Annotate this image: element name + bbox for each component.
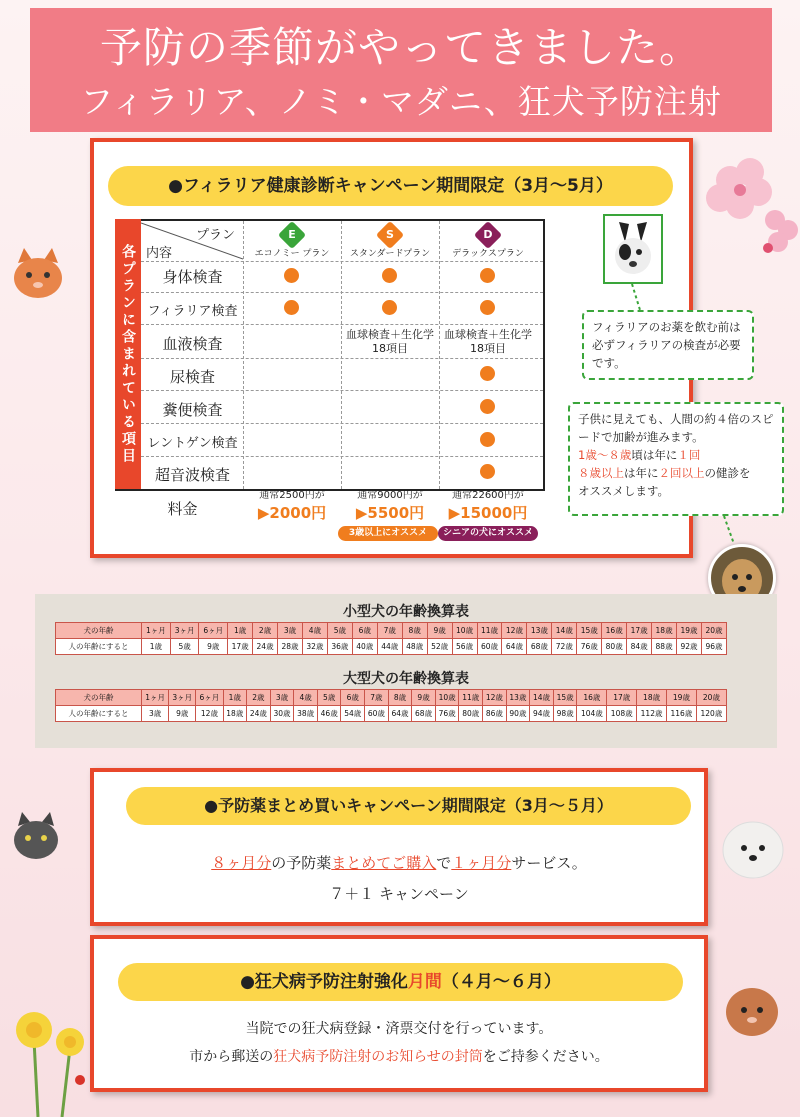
medicine-offer-line: [90, 852, 708, 873]
age-cell: 6ヶ月: [196, 690, 223, 706]
age-cell: 80歳: [602, 639, 627, 655]
age-cell: 8歳: [402, 623, 427, 639]
included-dot: [284, 300, 299, 315]
standard-recommend-tag: 3歳以上にオススメ: [338, 526, 438, 541]
age-cell: 18歳: [223, 706, 247, 722]
grid-line: [141, 324, 543, 325]
age-cell: 96歳: [701, 639, 726, 655]
age-cell: 28歳: [278, 639, 303, 655]
age-cell: 24歳: [253, 639, 278, 655]
deluxe-recommend-tag: シニアの犬にオススメ: [438, 526, 538, 541]
aging-callout-freq2: ２回以上: [658, 466, 705, 480]
age-cell: 6ヶ月: [199, 623, 228, 639]
deluxe-regular-price: 通常22600円が: [452, 490, 524, 501]
age-cell: 4歳: [302, 623, 327, 639]
white-dog-illustration: [720, 818, 786, 880]
age-cell: 14歳: [552, 623, 577, 639]
age-cell: 11歳: [459, 690, 483, 706]
fee-label: 料金: [167, 500, 198, 518]
header-banner: [30, 8, 772, 132]
row-label: 超音波検査: [154, 466, 230, 484]
aging-callout: [568, 402, 784, 516]
age-cell: 12歳: [196, 706, 223, 722]
age-cell: 68歳: [412, 706, 436, 722]
standard-sale-price: ▶5500円: [355, 504, 425, 522]
filaria-test-callout: フィラリアのお薬を飲む前は 必ずフィラリアの検査が必要です。: [582, 310, 754, 380]
deluxe-sale-price: ▶15000円: [448, 504, 528, 522]
economy-plan-name: エコノミー プラン: [254, 249, 330, 259]
callout-connector: [620, 284, 650, 312]
standard-regular-price: 通常9000円が: [357, 490, 423, 501]
age-cell: 112歳: [637, 706, 667, 722]
age-cell: 9歳: [427, 623, 452, 639]
age-cell: 7歳: [377, 623, 402, 639]
age-table-row: [56, 706, 727, 722]
age-cell: 1歳: [228, 623, 253, 639]
small-dog-age-table: [55, 622, 727, 655]
rabies-campaign-title: [118, 963, 683, 1001]
deluxe-plan-name: デラックスプラン: [452, 249, 524, 259]
age-cell: 18歳: [652, 623, 677, 639]
rabies-campaign-box: [90, 935, 708, 1092]
age-cell: 56歳: [452, 639, 477, 655]
economy-sale-price: ▶2000円: [257, 504, 327, 522]
medicine-campaign-name: ７＋１ キャンペーン: [329, 885, 469, 903]
age-cell: 52歳: [427, 639, 452, 655]
included-dot: [480, 366, 495, 381]
age-cell: 24歳: [247, 706, 271, 722]
age-cell: 5歳: [327, 623, 352, 639]
plan-economy: [243, 222, 341, 260]
header-diagonal: [141, 221, 243, 261]
aging-callout-end: オススメします。: [578, 484, 669, 498]
offer-text: の予防薬: [271, 854, 332, 872]
age-cell: 6歳: [352, 623, 377, 639]
age-cell: 5歳: [317, 690, 341, 706]
age-cell: 72歳: [552, 639, 577, 655]
age-cell: 80歳: [459, 706, 483, 722]
age-cell: 4歳: [294, 690, 318, 706]
age-cell: 9歳: [199, 639, 228, 655]
age-cell: 64歳: [502, 639, 527, 655]
economy-plan-letter: E: [288, 228, 296, 241]
age-cell: 38歳: [294, 706, 318, 722]
aging-callout-range1: 1歳〜８歳: [578, 448, 632, 462]
age-cell: 1歳: [142, 639, 171, 655]
age-cell: 16歳: [577, 690, 607, 706]
age-cell: 9歳: [412, 690, 436, 706]
age-cell: 1歳: [223, 690, 247, 706]
age-cell: 60歳: [365, 706, 389, 722]
row-label: 身体検査: [162, 268, 223, 286]
age-cell: 13歳: [506, 690, 530, 706]
standard-plan-letter: S: [386, 228, 394, 241]
age-cell: 36歳: [327, 639, 352, 655]
age-cell: 3歳: [142, 706, 169, 722]
offer-bulk: まとめてご購入: [331, 854, 437, 872]
age-cell: 48歳: [402, 639, 427, 655]
row-label: 糞便検査: [162, 401, 223, 419]
age-cell: 88歳: [652, 639, 677, 655]
grid-line: [141, 358, 543, 359]
grid-line: [141, 390, 543, 391]
dog-photo-top: [603, 214, 663, 284]
age-cell: 104歳: [577, 706, 607, 722]
economy-regular-price: 通常2500円が: [259, 490, 325, 501]
dandelion-decoration: [4, 1000, 96, 1117]
rabies-title-main: ●狂犬病予防注射強化: [240, 972, 408, 992]
brown-dog-illustration: [722, 982, 782, 1040]
age-table-row: [56, 639, 727, 655]
age-cell: 16歳: [602, 623, 627, 639]
plan-standard: [341, 222, 439, 260]
callout-connector: [716, 516, 746, 546]
age-cell: 98歳: [553, 706, 577, 722]
aging-callout-range2: ８歳以上: [578, 466, 624, 480]
aging-callout-freq1: １回: [677, 448, 701, 462]
small-dog-age-title: 小型犬の年齢換算表: [343, 604, 469, 620]
age-cell: 15歳: [577, 623, 602, 639]
age-cell: 19歳: [677, 623, 702, 639]
rabies-notice-envelope: 狂犬病予防注射のお知らせの封筒: [273, 1049, 483, 1065]
age-cell: 10歳: [435, 690, 459, 706]
row-label: フィラリア検査: [147, 304, 238, 319]
age-cell: 64歳: [388, 706, 412, 722]
age-cell: 68歳: [527, 639, 552, 655]
grid-line: [141, 292, 543, 293]
age-cell: 90歳: [506, 706, 530, 722]
age-cell: 32歳: [302, 639, 327, 655]
age-cell: 84歳: [627, 639, 652, 655]
age-cell: 2歳: [253, 623, 278, 639]
blood-test-deluxe: 血球検査＋生化学18項目: [444, 328, 532, 355]
age-cell: 54歳: [341, 706, 365, 722]
age-cell: 1ヶ月: [142, 690, 169, 706]
row-label: レントゲン検査: [147, 436, 238, 451]
age-cell: 108歳: [607, 706, 637, 722]
row-label: 血液検査: [162, 335, 223, 353]
offer-text: サービス。: [511, 854, 587, 872]
header-plan-label: プラン: [196, 228, 236, 243]
large-dog-age-table: [55, 689, 727, 722]
age-cell: 17歳: [228, 639, 253, 655]
age-cell: 15歳: [553, 690, 577, 706]
age-cell: 12歳: [483, 690, 507, 706]
age-cell: 6歳: [341, 690, 365, 706]
age-cell: 19歳: [667, 690, 697, 706]
age-cell: 13歳: [527, 623, 552, 639]
rabies-info-text: 市から郵送の: [189, 1049, 274, 1065]
age-cell: 17歳: [627, 623, 652, 639]
age-cell: 11歳: [477, 623, 502, 639]
grid-line: [141, 261, 543, 262]
aging-callout-text: は年に: [624, 466, 659, 480]
included-dot: [480, 300, 495, 315]
row-label: 尿検査: [169, 368, 215, 386]
black-cat-illustration: [10, 812, 62, 862]
included-dot: [382, 268, 397, 283]
filaria-campaign-title: ●フィラリア健康診断キャンペーン期間限定（3月〜5月）: [108, 166, 673, 206]
age-cell: 76歳: [435, 706, 459, 722]
age-table-row: [56, 623, 727, 639]
age-row-label: 犬の年齢: [56, 623, 142, 639]
age-cell: 5歳: [170, 639, 199, 655]
age-cell: 3歳: [278, 623, 303, 639]
aging-callout-text: の健診を: [704, 466, 751, 480]
age-cell: 18歳: [637, 690, 667, 706]
age-cell: 46歳: [317, 706, 341, 722]
standard-plan-name: スタンダードプラン: [349, 249, 431, 259]
banner-subtitle: フィラリア、ノミ・マダニ、狂犬予防注射: [80, 82, 722, 121]
age-cell: 7歳: [365, 690, 389, 706]
age-row-label: 犬の年齢: [56, 690, 142, 706]
aging-callout-line1: 子供に見えても、人間の約４倍のスピードで加齢が進みます。: [578, 412, 774, 444]
age-cell: 12歳: [502, 623, 527, 639]
age-cell: 120歳: [696, 706, 726, 722]
age-cell: 3ヶ月: [169, 690, 196, 706]
header-content-label: 内容: [146, 246, 173, 261]
age-cell: 14歳: [530, 690, 554, 706]
age-cell: 44歳: [377, 639, 402, 655]
age-row-label: 人の年齢にすると: [56, 706, 142, 722]
included-dot: [480, 399, 495, 414]
age-table-row: [56, 690, 727, 706]
age-cell: 9歳: [169, 706, 196, 722]
deluxe-plan-letter: D: [483, 228, 493, 241]
age-cell: 76歳: [577, 639, 602, 655]
rabies-title-month: 月間: [407, 972, 442, 992]
age-cell: 2歳: [247, 690, 271, 706]
large-dog-age-title: 大型犬の年齢換算表: [343, 671, 469, 687]
age-cell: 30歳: [270, 706, 294, 722]
age-row-label: 人の年齢にすると: [56, 639, 142, 655]
age-cell: 92歳: [677, 639, 702, 655]
grid-line: [141, 456, 543, 457]
age-cell: 116歳: [667, 706, 697, 722]
rabies-info-line2: [90, 1046, 708, 1066]
age-cell: 86歳: [483, 706, 507, 722]
sakura-decoration: [690, 150, 800, 260]
included-dot: [480, 432, 495, 447]
grid-line: [141, 423, 543, 424]
age-cell: 17歳: [607, 690, 637, 706]
age-cell: 3歳: [270, 690, 294, 706]
plan-deluxe: [439, 222, 537, 260]
rabies-info-line1: 当院での狂犬病登録・済票交付を行っています。: [245, 1021, 553, 1037]
age-cell: 1ヶ月: [142, 623, 171, 639]
offer-months: ８ヶ月分: [211, 854, 272, 872]
age-cell: 10歳: [452, 623, 477, 639]
aging-callout-text: 頃は年に: [631, 448, 678, 462]
age-cell: 20歳: [696, 690, 726, 706]
rabies-info-text: をご持参ください。: [482, 1049, 609, 1065]
included-dot: [284, 268, 299, 283]
age-cell: 40歳: [352, 639, 377, 655]
rabies-title-period: （４月〜６月）: [441, 972, 561, 992]
included-dot: [480, 268, 495, 283]
cat-illustration: [8, 248, 68, 303]
age-cell: 94歳: [530, 706, 554, 722]
age-cell: 20歳: [701, 623, 726, 639]
included-dot: [382, 300, 397, 315]
offer-free-month: １ヶ月分: [451, 854, 512, 872]
age-cell: 3ヶ月: [170, 623, 199, 639]
age-cell: 8歳: [388, 690, 412, 706]
offer-text: で: [436, 854, 452, 872]
age-cell: 60歳: [477, 639, 502, 655]
blood-test-standard: 血球検査＋生化学18項目: [346, 328, 434, 355]
medicine-campaign-title: ●予防薬まとめ買いキャンペーン期間限定（3月〜５月）: [126, 787, 691, 825]
plan-side-label: 各プランに含まれている項目: [115, 219, 141, 489]
included-dot: [480, 464, 495, 479]
banner-title: 予防の季節がやってきました。: [99, 23, 702, 72]
